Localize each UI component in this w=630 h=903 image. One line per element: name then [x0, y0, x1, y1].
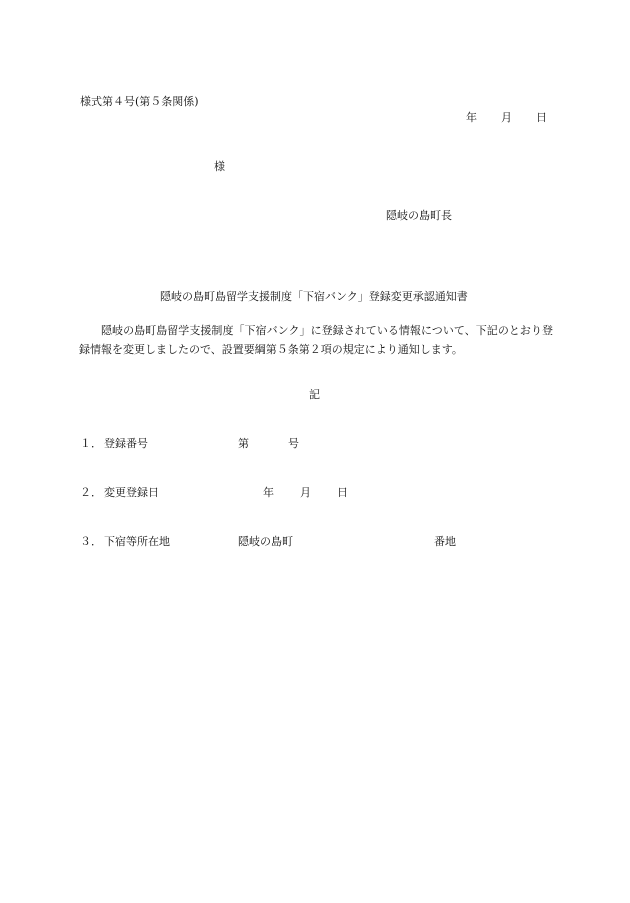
date-year: 年 [466, 111, 477, 124]
item-day: 日 [337, 486, 348, 499]
item-number: ３． [80, 535, 102, 548]
item-year: 年 [263, 486, 274, 499]
item-label: 変更登録日 [104, 486, 159, 499]
issuer: 隠岐の島町長 [386, 209, 452, 222]
ki-heading: 記 [309, 388, 320, 401]
date-month: 月 [501, 111, 512, 124]
item-banchi: 番地 [434, 535, 456, 548]
item-prefix: 第 [238, 437, 249, 450]
addressee-suffix: 様 [214, 160, 225, 173]
date-day: 日 [536, 111, 547, 124]
item-month: 月 [300, 486, 311, 499]
item-label: 下宿等所在地 [104, 535, 170, 548]
item-number: １． [80, 437, 102, 450]
body-text: 隠岐の島町島留学支援制度「下宿バンク」に登録されている情報について、下記のとおり登録情報を変更しましたので、設置要綱第５条第２項の規定により通知します。 [79, 324, 553, 356]
form-number: 様式第４号(第５条関係) [80, 95, 199, 108]
item-label: 登録番号 [104, 437, 148, 450]
item-suffix: 号 [288, 437, 299, 450]
item-town: 隠岐の島町 [238, 535, 293, 548]
date-line [466, 111, 547, 125]
document-title: 隠岐の島町島留学支援制度「下宿バンク」登録変更承認通知書 [160, 290, 468, 303]
item-number: ２． [80, 486, 102, 499]
